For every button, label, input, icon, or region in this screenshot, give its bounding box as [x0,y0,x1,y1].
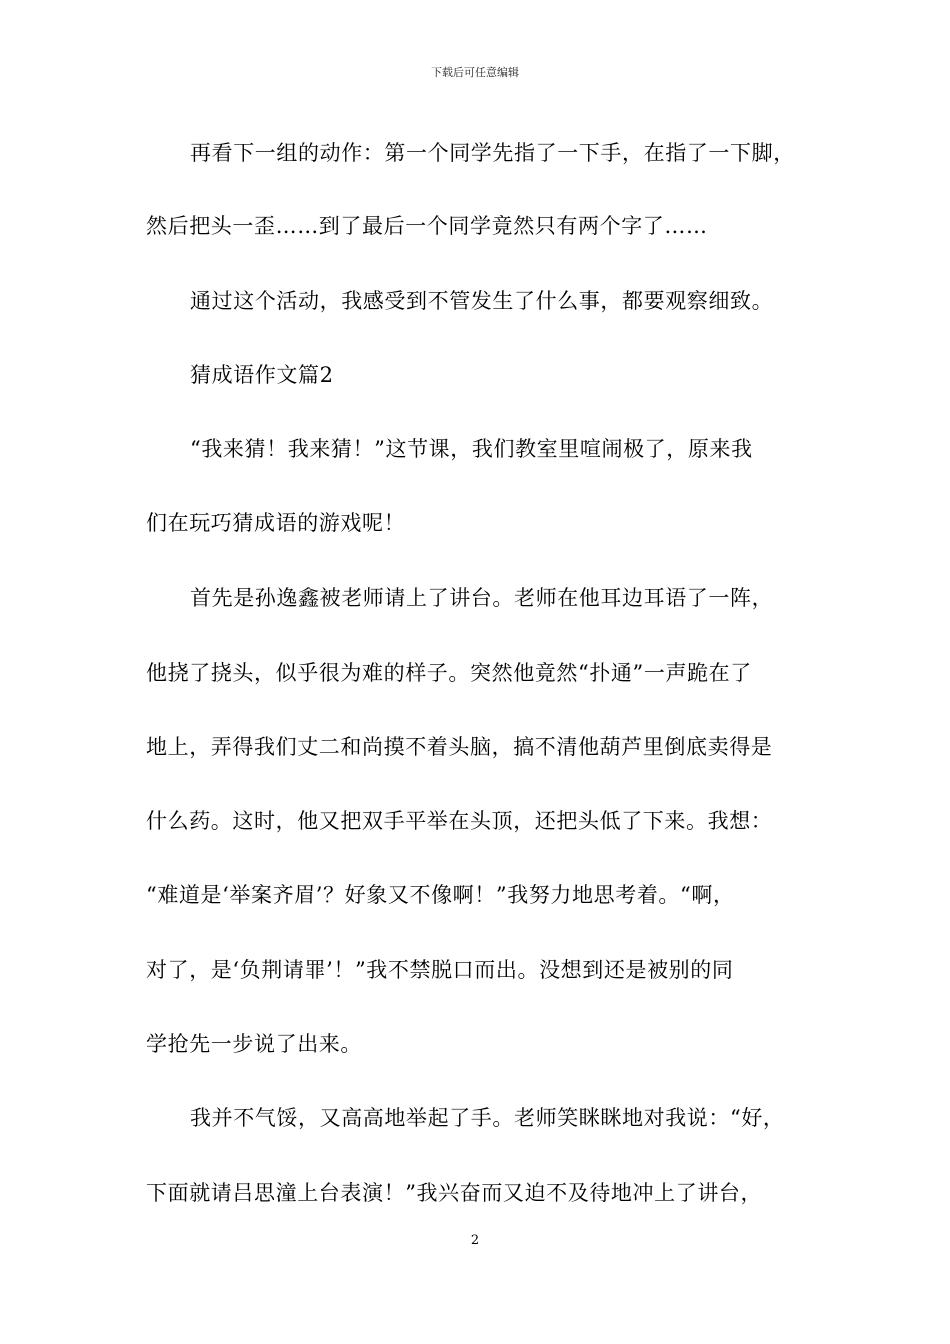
section-heading: 猜成语作文篇2 [190,363,334,387]
text-line-13: 学抢先一步说了出来。 [146,1032,362,1056]
text-line-15: 下面就请吕思潼上台表演！”我兴奋而又迫不及待地冲上了讲台， [146,1181,763,1205]
text-line-3: 通过这个活动，我感受到不管发生了什么事，都要观察细致。 [190,289,774,313]
text-line-12: 对了，是‘负荆请罪’！”我不禁脱口而出。没想到还是被别的同 [146,958,734,982]
text-line-10: 什么药。这时，他又把双手平举在头顶，还把头低了下来。我想： [146,809,773,833]
text-line-5: “我来猜！我来猜！”这节课，我们教室里喧闹极了，原来我 [190,437,753,461]
text-line-14: 我并不气馁，又高高地举起了手。老师笑眯眯地对我说：“好， [190,1106,785,1130]
page-number: 2 [470,1233,480,1248]
text-line-1: 再看下一组的动作：第一个同学先指了一下手，在指了一下脚， [190,141,795,165]
text-line-8: 他挠了挠头，似乎很为难的样子。突然他竟然“扑通”一声跪在了 [146,661,752,685]
text-line-7: 首先是孙逸鑫被老师请上了讲台。老师在他耳边耳语了一阵， [190,586,774,610]
text-line-9: 地上，弄得我们丈二和尚摸不着头脑，搞不清他葫芦里倒底卖得是 [146,735,773,759]
text-line-2: 然后把头一歪……到了最后一个同学竟然只有两个字了…… [146,214,708,238]
text-line-11: “难道是‘举案齐眉’？好象又不像啊！”我努力地思考着。“啊， [146,883,735,907]
text-line-6: 们在玩巧猜成语的游戏呢！ [146,511,406,535]
page-header-note: 下载后可任意编辑 [431,66,519,79]
